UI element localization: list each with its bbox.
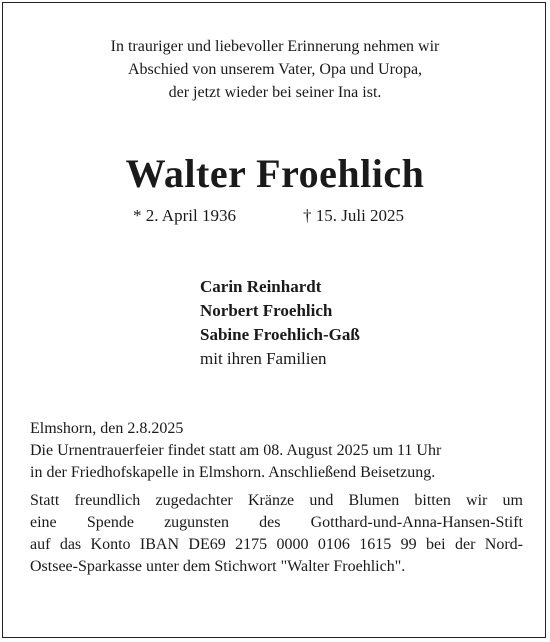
mourner-name: Sabine Froehlich-Gaß (200, 325, 360, 344)
birth-date: * 2. April 1936 (133, 206, 236, 225)
mourners-list (200, 275, 360, 371)
ceremony-text: Die Urnentrauerfeier findet statt am 08. August 2025 um 11 Uhr (30, 442, 442, 459)
donation-text: Ostsee-Sparkasse unter dem Stichwort "Walter Froehlich". (30, 558, 406, 575)
mourners-family: mit ihren Familien (200, 349, 327, 368)
donation-text: auf das Konto IBAN DE69 2175 0000 0106 1615 99 bei der Nord- (30, 536, 523, 553)
funeral-details (30, 418, 523, 578)
intro-line: In trauriger und liebevoller Erinnerung nehmen wir (110, 38, 440, 55)
donation-text: eine Spende zugunsten des Gotthard-und-Anna-Hansen-Stift (30, 514, 523, 531)
place-date: Elmshorn, den 2.8.2025 (30, 420, 184, 437)
intro-line: Abschied von unserem Vater, Opa und Uropa, (127, 61, 423, 78)
donation-text: Statt freundlich zugedachter Kränze und Blumen bitten wir um (30, 492, 523, 509)
intro-line: der jetzt wieder bei seiner Ina ist. (168, 84, 382, 101)
deceased-name: Walter Froehlich (125, 151, 425, 196)
ceremony-text: in der Friedhofskapelle in Elmshorn. Anschließend Beisetzung. (30, 464, 436, 481)
mourner-name: Carin Reinhardt (200, 277, 322, 296)
death-date: † 15. Juli 2025 (303, 206, 405, 225)
mourner-name: Norbert Froehlich (200, 301, 333, 320)
intro-text (20, 35, 530, 104)
